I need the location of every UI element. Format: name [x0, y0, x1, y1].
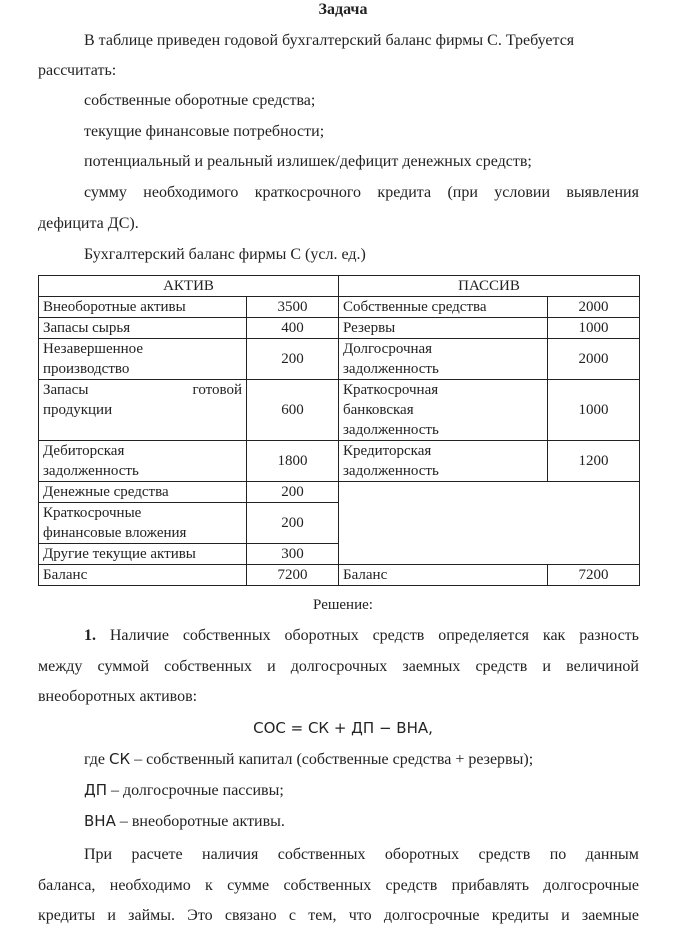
para2-line-2 — [38, 876, 639, 896]
word: Запасы — [43, 382, 89, 398]
def-text: – долгосрочные пассивы; — [107, 782, 284, 799]
liability-label-line: Кредиторская — [343, 443, 432, 459]
asset-value: 400 — [247, 318, 339, 339]
word: собственных — [182, 627, 271, 644]
liability-value: 2000 — [548, 339, 640, 380]
word: долгосрочных — [290, 658, 388, 675]
word: и — [267, 658, 276, 675]
asset-value: 300 — [247, 544, 339, 565]
word: данным — [585, 846, 639, 863]
word: что — [348, 907, 372, 924]
word: кредиты — [491, 907, 549, 924]
word: кредита — [377, 184, 432, 201]
asset-value: 200 — [247, 503, 339, 544]
liability-value: 1000 — [548, 380, 640, 441]
definition-sk — [84, 749, 533, 770]
def-text: – собственный капитал (собственные средства + резервы); — [130, 751, 534, 768]
asset-label-line — [43, 380, 242, 400]
balance-table — [38, 275, 640, 586]
liability-label: Резервы — [339, 318, 548, 339]
table-row — [39, 339, 640, 380]
intro-line-2: рассчитать: — [38, 62, 117, 79]
liability-label — [339, 339, 548, 380]
word: разность — [579, 627, 639, 644]
liability-label-line: задолженность — [343, 463, 439, 479]
word: и — [107, 907, 116, 924]
asset-label-line: задолженность — [43, 463, 139, 479]
liability-label — [339, 441, 548, 482]
formula: СОС = СК + ДП − ВНА, — [253, 719, 433, 737]
asset-label: Запасы сырья — [39, 318, 247, 339]
liability-label: Баланс — [339, 565, 548, 586]
word: собственных — [277, 846, 366, 863]
definition-vna — [84, 811, 285, 832]
word: расчете — [131, 846, 183, 863]
word: заемных — [402, 658, 461, 675]
word: тем, — [308, 907, 337, 924]
paragraph-number: 1. — [84, 627, 96, 644]
word: краткосрочного — [254, 184, 362, 201]
asset-label — [39, 339, 247, 380]
intro-item-2: текущие финансовые потребности; — [84, 123, 325, 140]
liability-value: 1200 — [548, 441, 640, 482]
word: собственных — [283, 877, 372, 894]
para2-line-1 — [84, 845, 639, 865]
liability-label — [339, 380, 548, 441]
definition-dp — [84, 780, 284, 801]
word: средств — [478, 846, 531, 863]
asset-value: 600 — [247, 380, 339, 441]
liability-value: 1000 — [548, 318, 640, 339]
intro-item-1: собственные оборотные средства; — [84, 92, 316, 109]
liability-header: ПАССИВ — [339, 276, 640, 297]
word: оборотных — [284, 627, 359, 644]
intro-item-3: потенциальный и реальный излишек/дефицит денежных средств; — [84, 153, 532, 170]
table-row — [39, 482, 640, 503]
asset-label: Баланс — [39, 565, 247, 586]
word: собственных — [164, 658, 252, 675]
word: необходимо — [109, 877, 191, 894]
word: выявления — [566, 184, 639, 201]
intro-item-4-tail: дефицита ДС). — [38, 215, 139, 232]
word: Наличие — [109, 627, 169, 644]
table-row — [39, 441, 640, 482]
word: кредиты — [38, 907, 96, 924]
asset-label-line: финансовые вложения — [43, 525, 187, 541]
word: суммой — [97, 658, 150, 675]
asset-label — [39, 380, 247, 441]
def-term: ВНА — [84, 812, 116, 830]
liability-label-line: Долгосрочная — [343, 341, 433, 357]
asset-label: Внеоборотные активы — [39, 297, 247, 318]
asset-label-line: Незавершенное — [43, 341, 144, 357]
word: сумме — [227, 877, 270, 894]
word: (при — [447, 184, 478, 201]
word: определяется — [438, 627, 530, 644]
asset-value: 1800 — [247, 441, 339, 482]
liability-label-line: банковская — [343, 402, 414, 418]
word: заемные — [581, 907, 639, 924]
word: условии — [494, 184, 551, 201]
table-row — [39, 318, 640, 339]
para1-line-2 — [38, 657, 639, 677]
word: Это — [187, 907, 213, 924]
word: необходимого — [143, 184, 239, 201]
table-row — [39, 380, 640, 441]
liability-label-line: Краткосрочная — [343, 382, 439, 398]
word: готовой — [192, 382, 242, 398]
liability-value: 2000 — [548, 297, 640, 318]
word: с — [288, 907, 297, 924]
word: оборотных — [384, 846, 460, 863]
table-header-row — [39, 276, 640, 297]
word: и — [542, 658, 551, 675]
word: величиной — [566, 658, 639, 675]
def-text: – внеоборотные активы. — [115, 813, 285, 830]
asset-label-line: производство — [43, 361, 130, 377]
liability-value: 7200 — [548, 565, 640, 586]
table-row — [39, 297, 640, 318]
asset-value: 7200 — [247, 565, 339, 586]
empty-liability-cell — [339, 482, 640, 565]
word: средств — [385, 877, 438, 894]
asset-value: 200 — [247, 482, 339, 503]
intro-line-1: В таблице приведен годовой бухгалтерский баланс фирмы С. Требуется — [84, 32, 575, 49]
para2-line-3 — [38, 906, 639, 926]
word: к — [205, 877, 213, 894]
word: связано — [224, 907, 277, 924]
para1-line-1 — [84, 626, 639, 646]
task-title: Задача — [318, 1, 368, 18]
word: прибавлять — [451, 877, 529, 894]
asset-label: Денежные средства — [39, 482, 247, 503]
word: между — [38, 658, 83, 675]
table-caption: Бухгалтерский баланс фирмы С (усл. ед.) — [84, 246, 366, 263]
asset-value: 200 — [247, 339, 339, 380]
para1-line-3: внеоборотных активов: — [38, 688, 198, 705]
liability-label-line: задолженность — [343, 422, 439, 438]
asset-label-line: Краткосрочные — [43, 505, 142, 521]
def-term: СК — [109, 750, 131, 768]
word: баланса, — [38, 877, 96, 894]
word: наличия — [202, 846, 259, 863]
word: сумму — [84, 184, 127, 201]
asset-label: Другие текущие активы — [39, 544, 247, 565]
def-term: ДП — [84, 781, 107, 799]
asset-header: АКТИВ — [39, 276, 339, 297]
def-prefix: где — [84, 751, 110, 768]
solution-header: Решение: — [313, 597, 373, 613]
asset-value: 3500 — [247, 297, 339, 318]
word: по — [549, 846, 567, 863]
asset-label-line: продукции — [43, 402, 113, 418]
word: долгосрочные — [543, 877, 639, 894]
liability-label-line: задолженность — [343, 361, 439, 377]
word: и — [561, 907, 570, 924]
asset-label — [39, 503, 247, 544]
word: средств — [372, 627, 425, 644]
liability-label: Собственные средства — [339, 297, 548, 318]
word: При — [84, 846, 113, 863]
asset-label-line: Дебиторская — [43, 443, 125, 459]
table-total-row — [39, 565, 640, 586]
word: займы. — [128, 907, 176, 924]
word: как — [542, 627, 566, 644]
asset-label — [39, 441, 247, 482]
intro-item-4 — [84, 183, 639, 203]
word: средств — [475, 658, 528, 675]
word: долгосрочные — [383, 907, 480, 924]
